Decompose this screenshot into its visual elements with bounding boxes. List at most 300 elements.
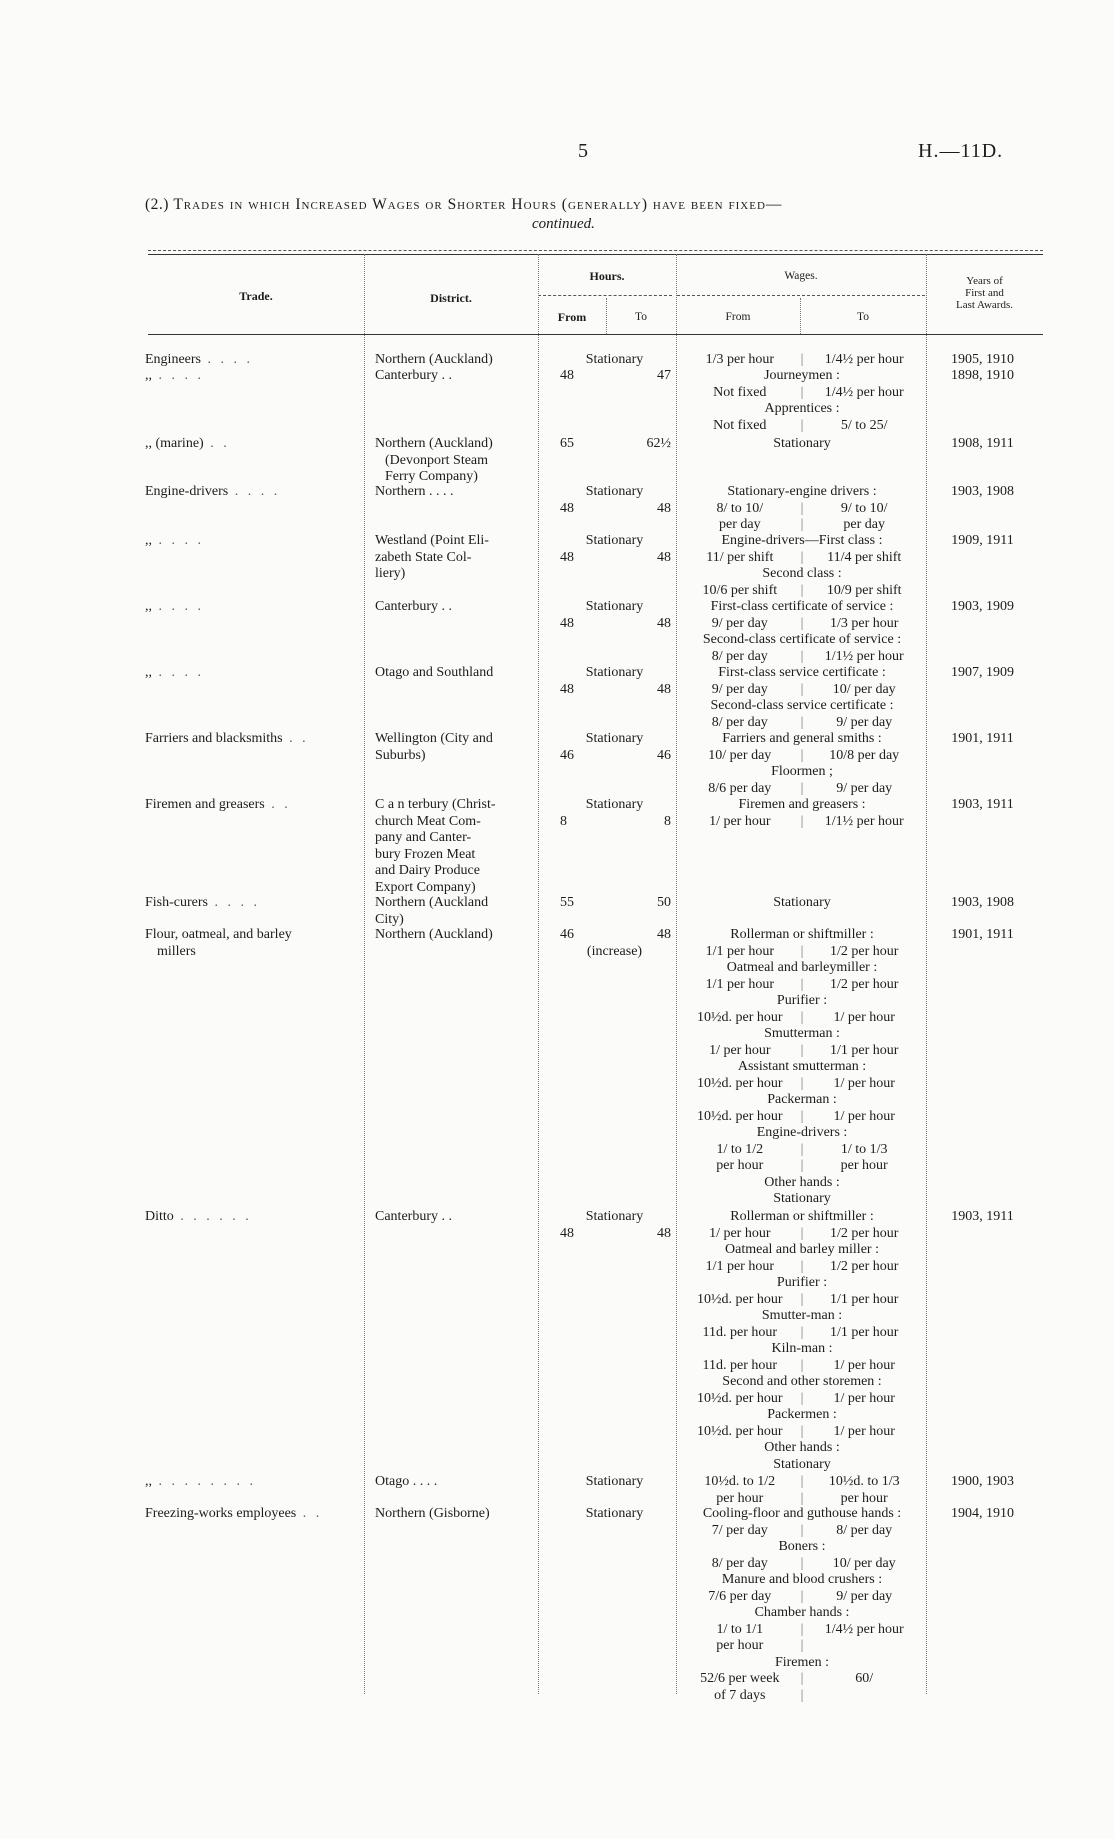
wage-from: 10/ per day — [708, 747, 772, 763]
leader-dots: . . . . . . — [173, 1209, 252, 1224]
wage-pair — [681, 1391, 923, 1408]
wage-from: 1/ per hour — [709, 813, 771, 829]
wage-heading: Engine-drivers—First class : — [721, 533, 883, 548]
trade-name: ,, (marine) — [145, 436, 204, 451]
trade-name: Ditto — [145, 1209, 174, 1224]
wage-pair — [681, 649, 923, 666]
wage-to: 1/ per hour — [833, 1390, 895, 1406]
district-line: liery) — [375, 566, 406, 581]
hours-values — [552, 927, 677, 944]
hours-from: 65 — [560, 436, 574, 451]
wage-separator: | — [800, 352, 804, 367]
district-line: Canterbury . . — [375, 368, 452, 383]
wages-cell — [681, 533, 923, 599]
column-header-wages: Wages. — [784, 270, 818, 282]
wage-to: 60/ — [855, 1671, 874, 1686]
wage-pair — [681, 1358, 923, 1375]
district-line: zabeth State Col- — [375, 549, 472, 565]
hours-from: 48 — [560, 615, 574, 631]
wage-to: 8/ per day — [836, 1522, 893, 1538]
hours-cell — [552, 797, 677, 830]
wage-to: per hour — [840, 1490, 888, 1506]
district-line: pany and Canter- — [375, 830, 472, 845]
hours-from: 48 — [560, 500, 574, 516]
wages-cell — [681, 1209, 923, 1473]
leader-dots: . . . . — [152, 533, 204, 548]
wage-heading: Cooling-floor and guthouse hands : — [702, 1506, 902, 1521]
hours-cell — [552, 352, 677, 369]
wage-from: 1/1 per hour — [705, 943, 775, 959]
hours-cell — [552, 368, 677, 385]
wage-separator: | — [800, 1141, 804, 1157]
wage-to: 1/ per hour — [833, 1357, 895, 1373]
wage-separator: | — [800, 1324, 804, 1340]
column-header-trade: Trade. — [239, 289, 273, 303]
wage-separator: | — [800, 1042, 804, 1058]
wage-pair — [681, 1589, 923, 1606]
leader-dots: . . — [203, 436, 230, 451]
wage-pair — [681, 1474, 923, 1491]
hours-label: Stationary — [585, 797, 644, 812]
wages-cell — [681, 895, 923, 912]
wages-subrule — [677, 295, 925, 296]
trade-name: ,, — [145, 1474, 152, 1489]
wage-from: 9/ per day — [711, 681, 768, 697]
wage-to: 1/2 per hour — [829, 1225, 899, 1241]
wage-from: 8/6 per day — [708, 780, 772, 796]
wage-to: 10/ per day — [832, 1555, 896, 1571]
wage-to: 1/1 per hour — [829, 1324, 899, 1340]
page-number: 5 — [578, 140, 588, 162]
years-cell: 1909, 1911 — [951, 533, 1014, 548]
district-cell — [375, 368, 540, 385]
wage-from: 10½d. per hour — [697, 1291, 783, 1307]
hours-label: Stationary — [585, 1506, 644, 1521]
wages-cell — [681, 352, 923, 369]
wage-from: per day — [719, 517, 761, 532]
district-line: Suburbs) — [375, 747, 426, 763]
district-line: bury Frozen Meat — [375, 846, 476, 862]
wage-pair — [681, 1109, 923, 1126]
district-cell — [375, 436, 540, 486]
wage-from: 10½d. per hour — [697, 1423, 783, 1439]
years-cell: 1900, 1903 — [951, 1474, 1014, 1489]
district-cell — [375, 1474, 540, 1491]
wages-cell — [681, 731, 923, 797]
wage-to: 10/9 per shift — [826, 582, 902, 598]
wage-from: Not fixed — [713, 384, 767, 400]
wage-heading: Stationary — [773, 895, 831, 910]
district-line: Canterbury . . — [375, 599, 452, 614]
column-divider-trade — [364, 254, 365, 1694]
wage-pair — [681, 682, 923, 699]
wage-separator: | — [800, 1158, 804, 1173]
wage-separator: | — [800, 1687, 804, 1703]
district-line: Wellington (City and — [375, 731, 493, 746]
trade-name: Flour, oatmeal, and barley — [145, 927, 292, 942]
hours-label: Stationary — [585, 1474, 644, 1489]
wage-to: 10/8 per day — [829, 747, 900, 763]
district-cell — [375, 352, 540, 369]
hours-to: 47 — [657, 368, 671, 383]
trade-cell — [145, 368, 355, 385]
hours-label: Stationary — [585, 352, 644, 367]
wage-separator: | — [800, 615, 804, 631]
hours-values — [552, 1226, 677, 1243]
wage-heading: Rollerman or shiftmiller : — [730, 927, 874, 942]
wage-separator: | — [800, 943, 804, 959]
wage-separator: | — [800, 1225, 804, 1241]
wage-separator: | — [800, 1588, 804, 1604]
wage-heading: Chamber hands : — [754, 1605, 850, 1620]
years-cell: 1908, 1911 — [951, 436, 1014, 451]
column-header-hours-to: To — [635, 311, 647, 323]
table-top-rule-solid — [148, 254, 1043, 255]
district-line: Northern (Auckland — [375, 895, 489, 910]
wage-from: 1/ per hour — [709, 1225, 771, 1241]
hours-cell — [552, 484, 677, 517]
wage-to: 9/ per day — [836, 1588, 893, 1604]
wage-pair — [681, 814, 923, 831]
years-cell: 1907, 1909 — [951, 665, 1014, 680]
wage-pair — [681, 1688, 923, 1705]
wage-to: 1/1 per hour — [829, 1291, 899, 1307]
column-header-district: District. — [430, 291, 472, 305]
wage-separator: | — [800, 813, 804, 829]
hours-label: Stationary — [585, 533, 644, 548]
wage-from: 10½d. per hour — [697, 1009, 783, 1025]
wage-from: 7/ per day — [711, 1522, 768, 1538]
wage-from: per hour — [716, 1638, 764, 1653]
wage-heading: Floormen ; — [771, 764, 833, 779]
hours-to: 46 — [657, 747, 671, 763]
trade-cell — [145, 927, 355, 960]
wage-separator: | — [800, 747, 804, 763]
wage-separator: | — [800, 549, 804, 565]
wage-separator: | — [800, 1357, 804, 1373]
wage-heading: Rollerman or shiftmiller : — [730, 1209, 874, 1224]
hours-to: 48 — [657, 500, 671, 516]
column-header-wages-from: From — [725, 311, 751, 323]
district-cell — [375, 533, 540, 583]
hours-cell — [552, 533, 677, 566]
wage-from: 10½d. to 1/2 — [704, 1474, 776, 1489]
wage-to: 1/3 per hour — [829, 615, 899, 631]
wage-to: 9/ to 10/ — [840, 500, 888, 516]
hours-values — [552, 748, 677, 765]
wage-separator: | — [800, 582, 804, 598]
wage-pair — [681, 1226, 923, 1243]
district-cell — [375, 895, 540, 928]
wage-separator: | — [800, 1423, 804, 1439]
leader-dots: . . . . — [200, 352, 253, 367]
wage-pair — [681, 1010, 923, 1027]
wage-heading: Journeymen : — [764, 368, 840, 383]
wage-separator: | — [800, 681, 804, 697]
district-cell — [375, 1506, 540, 1523]
column-header-hours-from: From — [557, 310, 587, 324]
hours-values — [552, 895, 677, 912]
district-line: Export Company) — [375, 879, 476, 895]
column-header-hours: Hours. — [589, 269, 625, 283]
wages-cell — [681, 797, 923, 830]
trade-cell — [145, 1209, 355, 1226]
wage-separator: | — [800, 976, 804, 992]
wage-from: 1/1 per hour — [705, 1258, 775, 1274]
wage-to: 9/ per day — [836, 714, 893, 730]
wage-to — [805, 1688, 923, 1705]
wages-cell — [681, 1506, 923, 1704]
wage-heading: Second-class certificate of service : — [702, 632, 902, 647]
wage-pair — [681, 977, 923, 994]
wage-from: 8/ per day — [711, 714, 768, 730]
wage-pair — [681, 1259, 923, 1276]
wage-separator: | — [800, 1474, 804, 1489]
wage-separator: | — [800, 1671, 804, 1686]
wage-heading: Assistant smutterman : — [737, 1059, 867, 1074]
wage-to: 1/4½ per hour — [824, 384, 904, 400]
wage-separator: | — [800, 384, 804, 400]
wage-heading: Stationary — [773, 1191, 831, 1206]
wage-pair — [681, 1638, 923, 1655]
hours-cell — [552, 599, 677, 632]
wage-pair — [681, 1556, 923, 1573]
wage-pair — [681, 352, 923, 369]
trade-name: Freezing-works employees — [145, 1506, 297, 1521]
hours-to: 48 — [657, 927, 671, 942]
trade-name: Firemen and greasers — [145, 797, 265, 812]
wage-heading: Manure and blood crushers : — [721, 1572, 883, 1587]
leader-dots: . . — [296, 1506, 323, 1521]
wage-to: 11/4 per shift — [827, 549, 902, 565]
hours-cell — [552, 895, 677, 912]
hours-to: 48 — [657, 615, 671, 631]
trade-name-continued: millers — [157, 943, 196, 959]
hours-cell — [552, 1209, 677, 1242]
continued-label: continued. — [532, 216, 595, 232]
leader-dots: . . . . — [228, 484, 281, 499]
years-cell: 1903, 1908 — [951, 895, 1014, 910]
trade-name: Engine-drivers — [145, 484, 229, 499]
hours-values — [552, 368, 677, 385]
years-cell: 1903, 1909 — [951, 599, 1014, 614]
district-line: City) — [375, 911, 404, 927]
trade-cell — [145, 665, 355, 682]
hours-values — [552, 436, 677, 453]
wage-heading: Firemen and greasers : — [738, 797, 866, 812]
wage-from: per hour — [716, 1158, 764, 1173]
column-header-wages-to: To — [857, 311, 869, 323]
wage-heading: Kiln-man : — [771, 1341, 833, 1356]
hours-from: 8 — [560, 813, 567, 829]
wage-from: 10½d. per hour — [697, 1108, 783, 1124]
wage-from: 8/ per day — [711, 648, 768, 664]
wages-cell — [681, 436, 923, 453]
hours-cell — [552, 436, 677, 453]
trade-cell — [145, 533, 355, 550]
wage-separator: | — [800, 500, 804, 516]
wage-to: 1/4½ per hour — [824, 352, 904, 367]
hours-subrule — [538, 295, 672, 296]
wage-separator: | — [800, 1390, 804, 1406]
hours-values — [552, 550, 677, 567]
wage-heading: Purifier : — [776, 1275, 828, 1290]
wage-to: 1/4½ per hour — [824, 1621, 904, 1637]
district-line: C a n terbury (Christ- — [375, 797, 496, 812]
wage-pair — [681, 583, 923, 600]
district-line: Northern (Auckland) — [375, 927, 493, 942]
wage-to: 1/2 per hour — [829, 1258, 899, 1274]
wage-heading: Second-class service certificate : — [710, 698, 894, 713]
years-cell: 1903, 1911 — [951, 1209, 1014, 1224]
hours-from: 48 — [560, 681, 574, 697]
wage-heading: Farriers and general smiths : — [722, 731, 882, 746]
district-cell — [375, 1209, 540, 1226]
district-line: church Meat Com- — [375, 813, 481, 829]
wage-separator: | — [800, 1075, 804, 1091]
district-line: Otago . . . . — [375, 1474, 438, 1489]
wage-from: 8/ to 10/ — [716, 500, 764, 516]
wage-from: 11/ per shift — [706, 549, 774, 565]
district-line: Otago and Southland — [375, 665, 494, 680]
hours-to: 48 — [657, 681, 671, 697]
wage-to: 1/1½ per hour — [824, 813, 904, 829]
wage-pair — [681, 748, 923, 765]
hours-from: 48 — [560, 549, 574, 565]
hours-cell — [552, 665, 677, 698]
hours-to: 62½ — [646, 436, 671, 451]
wage-from: 11d. per hour — [702, 1324, 778, 1340]
wage-heading: Oatmeal and barley miller : — [725, 1242, 879, 1257]
hours-values — [552, 682, 677, 699]
trade-cell — [145, 352, 355, 369]
district-line: Northern (Gisborne) — [375, 1506, 490, 1521]
years-cell: 1901, 1911 — [951, 731, 1014, 746]
wage-to: 1/ per hour — [833, 1108, 895, 1124]
wage-heading: Smutter-man : — [761, 1308, 843, 1323]
hours-label: Stationary — [585, 731, 644, 746]
wage-from: 1/ to 1/2 — [716, 1141, 764, 1157]
wage-heading: Boners : — [778, 1539, 826, 1554]
wage-to: 1/1½ per hour — [824, 648, 904, 664]
district-line: Ferry Company) — [385, 469, 478, 484]
hours-values — [552, 814, 677, 831]
years-cell: 1901, 1911 — [951, 927, 1014, 942]
wage-separator: | — [800, 1009, 804, 1025]
hours-to: 48 — [657, 1225, 671, 1241]
trade-cell — [145, 1506, 355, 1523]
wage-heading: Apprentices : — [764, 401, 840, 416]
wage-pair — [681, 1043, 923, 1060]
wage-separator: | — [800, 417, 804, 433]
wage-heading: Smutterman : — [764, 1026, 840, 1041]
wage-heading: Purifier : — [776, 993, 828, 1008]
hours-from: 55 — [560, 895, 574, 910]
leader-dots: . . . . — [152, 665, 204, 680]
hours-values — [552, 501, 677, 518]
hours-label: Stationary — [585, 1209, 644, 1224]
wage-separator: | — [800, 1258, 804, 1274]
hours-to: 48 — [657, 549, 671, 565]
wage-from: 1/1 per hour — [705, 976, 775, 992]
wage-heading: Other hands : — [764, 1440, 840, 1455]
wage-separator: | — [800, 780, 804, 796]
wage-pair — [681, 418, 923, 435]
leader-dots: . . . . — [208, 895, 260, 910]
wage-pair — [681, 1292, 923, 1309]
trade-cell — [145, 436, 355, 453]
wage-separator: | — [800, 1291, 804, 1307]
wage-to: 1/ per hour — [833, 1423, 895, 1439]
hours-from: 46 — [560, 927, 574, 942]
leader-dots: . . — [264, 797, 291, 812]
hours-to: 50 — [657, 895, 671, 910]
wage-heading: First-class certificate of service : — [710, 599, 894, 614]
wage-heading: Oatmeal and barleymiller : — [726, 960, 878, 975]
district-line: Northern . . . . — [375, 484, 454, 499]
district-line: Canterbury . . — [375, 1209, 452, 1224]
wages-cell — [681, 665, 923, 731]
wage-to: 1/1 per hour — [829, 1042, 899, 1058]
wage-to: 5/ to 25/ — [840, 417, 888, 433]
trade-name: ,, — [145, 665, 152, 680]
wage-heading: Second and other storemen : — [722, 1374, 882, 1389]
wage-heading: Stationary-engine drivers : — [727, 484, 877, 499]
years-cell: 1898, 1910 — [951, 368, 1014, 383]
hours-cell — [552, 927, 677, 960]
hours-from: 48 — [560, 1225, 574, 1241]
district-cell — [375, 731, 540, 764]
wage-pair — [681, 1142, 923, 1159]
wage-separator: | — [800, 1555, 804, 1571]
wage-heading: Stationary — [773, 1456, 831, 1472]
wage-pair — [681, 781, 923, 798]
wage-separator: | — [800, 1108, 804, 1124]
wage-pair — [681, 385, 923, 402]
trade-name: ,, — [145, 533, 152, 548]
column-header-years: Years of First and Last Awards. — [955, 275, 1014, 311]
district-cell — [375, 599, 540, 616]
wage-separator: | — [800, 517, 804, 532]
years-cell: 1903, 1908 — [951, 484, 1014, 499]
wage-heading: Engine-drivers : — [756, 1125, 848, 1140]
district-line: Northern (Auckland) — [375, 352, 493, 367]
trade-cell — [145, 599, 355, 616]
wage-to: 1/ per hour — [833, 1075, 895, 1091]
wage-to: 1/ per hour — [833, 1009, 895, 1025]
wage-from: 9/ per day — [711, 615, 768, 631]
wage-heading: Packerman : — [767, 1092, 837, 1107]
wage-to: 1/2 per hour — [829, 943, 899, 959]
wage-pair — [681, 616, 923, 633]
wage-separator: | — [800, 1490, 804, 1506]
hours-to: 8 — [664, 813, 671, 829]
section-title — [145, 197, 782, 214]
wages-cell — [681, 599, 923, 665]
hours-label: Stationary — [585, 665, 644, 680]
trade-cell — [145, 797, 355, 814]
wage-from: 7/6 per day — [708, 1588, 772, 1604]
wage-pair — [681, 501, 923, 518]
wage-pair — [681, 944, 923, 961]
trade-cell — [145, 1474, 355, 1491]
wage-heading: Packermen : — [767, 1407, 837, 1422]
district-line: Westland (Point Eli- — [375, 533, 489, 548]
district-line: (Devonport Steam — [385, 452, 489, 468]
wage-pair — [681, 1076, 923, 1093]
wage-separator: | — [800, 1522, 804, 1538]
wages-cell — [681, 484, 923, 534]
